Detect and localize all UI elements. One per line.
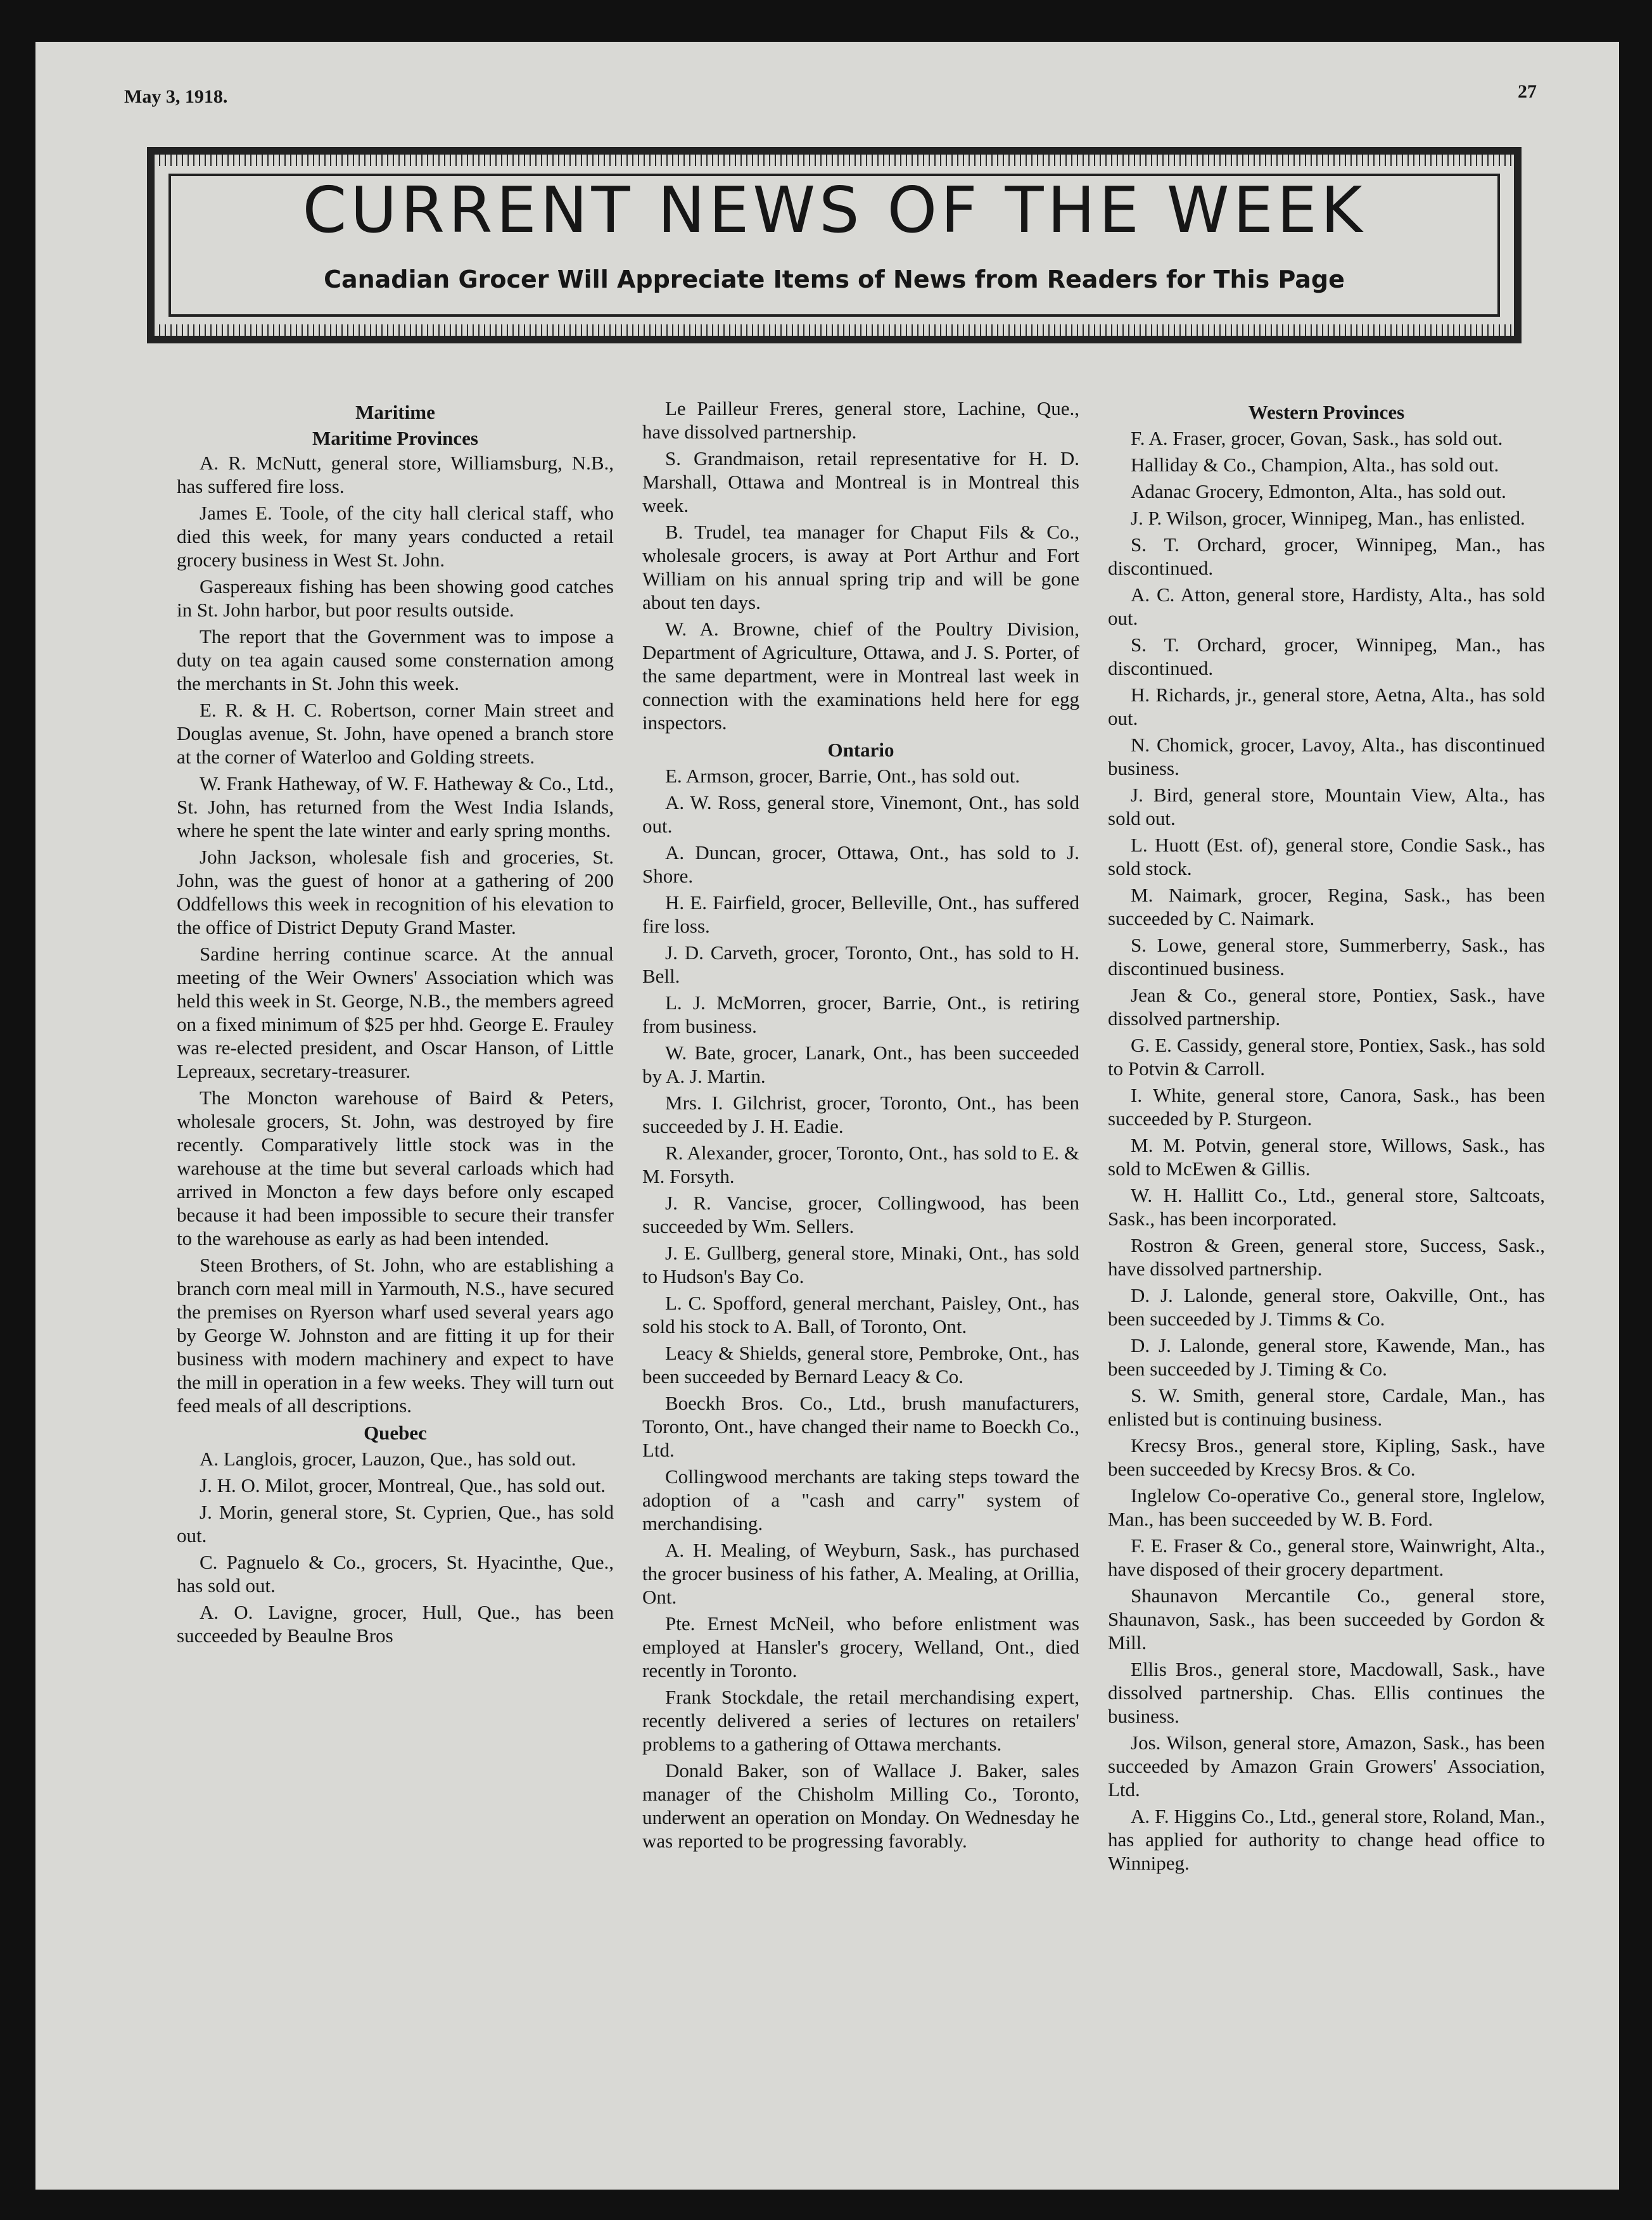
news-item: A. Duncan, grocer, Ottawa, Ont., has sold to J. Shore. — [642, 841, 1079, 887]
news-item: D. J. Lalonde, general store, Kawende, Man., has been succeeded by J. Timing & Co. — [1108, 1334, 1545, 1380]
news-item: J. E. Gullberg, general store, Minaki, Ont., has sold to Hudson's Bay Co. — [642, 1242, 1079, 1287]
news-item: John Jackson, wholesale fish and groceries, St. John, was the guest of honor at a gathering of 200 Oddfellows this week in recognition of his elevation to the office of District Deputy Grand Master. — [177, 846, 614, 938]
news-item: Leacy & Shields, general store, Pembroke, Ont., has been succeeded by Bernard Leacy & Co. — [642, 1342, 1079, 1388]
section-subheading: Maritime Provinces — [312, 427, 478, 449]
banner-subtitle: Canadian Grocer Will Appreciate Items of News from Readers for This Page — [324, 265, 1345, 293]
news-item: F. A. Fraser, grocer, Govan, Sask., has sold out. — [1131, 427, 1503, 449]
news-item: W. Bate, grocer, Lanark, Ont., has been succeeded by A. J. Martin. — [642, 1042, 1079, 1087]
news-item: A. F. Higgins Co., Ltd., general store, Roland, Man., has applied for authority to change head office to Winnipeg. — [1108, 1805, 1545, 1874]
news-item: Jean & Co., general store, Pontiex, Sask., have dissolved partnership. — [1108, 984, 1545, 1030]
news-item: A. O. Lavigne, grocer, Hull, Que., has been succeeded by Beaulne Bros — [177, 1601, 614, 1647]
news-item: Jos. Wilson, general store, Amazon, Sask., has been succeeded by Amazon Grain Growers' Association, Ltd. — [1108, 1732, 1545, 1801]
news-item: A. H. Mealing, of Weyburn, Sask., has purchased the grocer business of his father, A. Mealing, at Orillia, Ont. — [642, 1539, 1079, 1608]
news-item: L. J. McMorren, grocer, Barrie, Ont., is retiring from business. — [642, 992, 1079, 1037]
news-item: J. D. Carveth, grocer, Toronto, Ont., has sold to H. Bell. — [642, 941, 1079, 987]
news-item: H. Richards, jr., general store, Aetna, Alta., has sold out. — [1108, 684, 1545, 729]
banner-title: CURRENT NEWS OF THE WEEK — [302, 173, 1366, 247]
news-item: A. Langlois, grocer, Lauzon, Que., has sold out. — [200, 1448, 576, 1470]
news-item: S. Grandmaison, retail representative for H. D. Marshall, Ottawa and Montreal is in Montreal this week. — [642, 447, 1079, 516]
news-item: Sardine herring continue scarce. At the annual meeting of the Weir Owners' Association which was held this week in St. George, N.B., the members agreed on a fixed minimum of $25 per hhd. George E. Frauley was re-elected president, and Oscar Hanson, of Little Lepreaux, secretary-treasurer. — [177, 943, 614, 1082]
news-item: S. T. Orchard, grocer, Winnipeg, Man., has discontinued. — [1108, 634, 1545, 679]
news-item: I. White, general store, Canora, Sask., has been succeeded by P. Sturgeon. — [1108, 1084, 1545, 1130]
newspaper-page — [35, 42, 1619, 2190]
news-item: J. P. Wilson, grocer, Winnipeg, Man., has enlisted. — [1131, 507, 1525, 529]
news-item: S. T. Orchard, grocer, Winnipeg, Man., has discontinued. — [1108, 533, 1545, 579]
news-item: Steen Brothers, of St. John, who are establishing a branch corn meal mill in Yarmouth, N.S., have secured the premises on Ryerson wharf used several years ago by George W. Johnston and are fitting it up for their business with modern machinery and expect to have the mill in operation in a few weeks. They will turn out feed meals of all descriptions. — [177, 1254, 614, 1417]
news-item: Pte. Ernest McNeil, who before enlistment was employed at Hansler's grocery, Welland, Ont., died recently in Toronto. — [642, 1612, 1079, 1681]
news-item: W. H. Hallitt Co., Ltd., general store, Saltcoats, Sask., has been incorporated. — [1108, 1184, 1545, 1230]
news-item: D. J. Lalonde, general store, Oakville, Ont., has been succeeded by J. Timms & Co. — [1108, 1284, 1545, 1330]
issue-date: May 3, 1918. — [124, 86, 228, 107]
news-item: Frank Stockdale, the retail merchandising expert, recently delivered a series of lectures on retailers' problems to a gathering of Ottawa merchants. — [642, 1686, 1079, 1755]
news-item: S. W. Smith, general store, Cardale, Man., has enlisted but is continuing business. — [1108, 1384, 1545, 1430]
section-heading: Maritime — [355, 401, 435, 423]
section-heading: Ontario — [827, 739, 894, 761]
news-item: S. Lowe, general store, Summerberry, Sask., has discontinued business. — [1108, 934, 1545, 979]
news-item: Krecsy Bros., general store, Kipling, Sask., have been succeeded by Krecsy Bros. & Co. — [1108, 1434, 1545, 1480]
news-item: Inglelow Co-operative Co., general store, Inglelow, Man., has been succeeded by W. B. Ford. — [1108, 1484, 1545, 1530]
news-item: F. E. Fraser & Co., general store, Wainwright, Alta., have disposed of their grocery department. — [1108, 1534, 1545, 1580]
news-item: Rostron & Green, general store, Success, Sask., have dissolved partnership. — [1108, 1234, 1545, 1280]
news-item: Adanac Grocery, Edmonton, Alta., has sold out. — [1131, 480, 1506, 502]
news-item: A. W. Ross, general store, Vinemont, Ont., has sold out. — [642, 791, 1079, 837]
news-item: J. Bird, general store, Mountain View, Alta., has sold out. — [1108, 784, 1545, 829]
news-item: Halliday & Co., Champion, Alta., has sold out. — [1131, 454, 1499, 476]
news-item: E. R. & H. C. Robertson, corner Main street and Douglas avenue, St. John, have opened a branch store at the corner of Waterloo and Golding streets. — [177, 699, 614, 768]
news-item: Gaspereaux fishing has been showing good catches in St. John harbor, but poor results outside. — [177, 575, 614, 621]
news-item: E. Armson, grocer, Barrie, Ont., has sold out. — [665, 765, 1020, 787]
news-item: Mrs. I. Gilchrist, grocer, Toronto, Ont., has been succeeded by J. H. Eadie. — [642, 1092, 1079, 1137]
news-column-3 — [1108, 397, 1545, 1878]
news-item: C. Pagnuelo & Co., grocers, St. Hyacinthe, Que., has sold out. — [177, 1551, 614, 1597]
section-heading: Quebec — [364, 1422, 427, 1444]
page-number: 27 — [1518, 81, 1537, 102]
news-item: Donald Baker, son of Wallace J. Baker, sales manager of the Chisholm Milling Co., Toronto, underwent an operation on Monday. On Wednesday he was reported to be progressing favorably. — [642, 1759, 1079, 1852]
news-item: R. Alexander, grocer, Toronto, Ont., has sold to E. & M. Forsyth. — [642, 1142, 1079, 1187]
news-item: Boeckh Bros. Co., Ltd., brush manufacturers, Toronto, Ont., have changed their name to Boeckh Co., Ltd. — [642, 1392, 1079, 1461]
news-item: A. R. McNutt, general store, Williamsburg, N.B., has suffered fire loss. — [177, 452, 614, 497]
news-item: J. H. O. Milot, grocer, Montreal, Que., has sold out. — [200, 1474, 606, 1496]
news-item: L. C. Spofford, general merchant, Paisley, Ont., has sold his stock to A. Ball, of Toronto, Ont. — [642, 1292, 1079, 1337]
news-item: The report that the Government was to impose a duty on tea again caused some consternation among the merchants in St. John this week. — [177, 625, 614, 694]
news-item: W. A. Browne, chief of the Poultry Division, Department of Agriculture, Ottawa, and J. S. Porter, of the same department, were in Montreal last week in connection with the examinations held here for egg inspectors. — [642, 618, 1079, 734]
news-item: J. Morin, general store, St. Cyprien, Que., has sold out. — [177, 1501, 614, 1547]
news-item: M. M. Potvin, general store, Willows, Sask., has sold to McEwen & Gillis. — [1108, 1134, 1545, 1180]
news-item: G. E. Cassidy, general store, Pontiex, Sask., has sold to Potvin & Carroll. — [1108, 1034, 1545, 1080]
section-heading: Western Provinces — [1248, 401, 1405, 423]
news-column-2 — [642, 397, 1079, 1856]
news-item: Collingwood merchants are taking steps toward the adoption of a "cash and carry" system of merchandising. — [642, 1465, 1079, 1534]
news-item: Ellis Bros., general store, Macdowall, Sask., have dissolved partnership. Chas. Ellis continues the business. — [1108, 1658, 1545, 1727]
news-item: Le Pailleur Freres, general store, Lachine, Que., have dissolved partnership. — [642, 397, 1079, 443]
news-item: Shaunavon Mercantile Co., general store, Shaunavon, Sask., has been succeeded by Gordon & Mill. — [1108, 1585, 1545, 1654]
news-item: H. E. Fairfield, grocer, Belleville, Ont., has suffered fire loss. — [642, 891, 1079, 937]
news-item: M. Naimark, grocer, Regina, Sask., has been succeeded by C. Naimark. — [1108, 884, 1545, 929]
section-banner — [147, 147, 1522, 343]
news-item: James E. Toole, of the city hall clerical staff, who died this week, for many years conducted a retail grocery business in West St. John. — [177, 502, 614, 571]
news-item: J. R. Vancise, grocer, Collingwood, has been succeeded by Wm. Sellers. — [642, 1192, 1079, 1237]
news-item: W. Frank Hatheway, of W. F. Hatheway & Co., Ltd., St. John, has returned from the West India Islands, where he spent the late winter and early spring months. — [177, 772, 614, 841]
news-item: A. C. Atton, general store, Hardisty, Alta., has sold out. — [1108, 584, 1545, 629]
news-item: N. Chomick, grocer, Lavoy, Alta., has discontinued business. — [1108, 734, 1545, 779]
news-item: L. Huott (Est. of), general store, Condie Sask., has sold stock. — [1108, 834, 1545, 879]
news-item: B. Trudel, tea manager for Chaput Fils & Co., wholesale grocers, is away at Port Arthur and Fort William on his annual spring trip and will be gone about ten days. — [642, 521, 1079, 613]
news-item: The Moncton warehouse of Baird & Peters, wholesale grocers, St. John, was destroyed by fire recently. Comparatively little stock was in the warehouse at the time but several carloads which had arrived in Moncton a few days before only escaped because it had been impossible to secure their transfer to the warehouse as early as had been intended. — [177, 1087, 614, 1249]
news-column-1 — [177, 397, 614, 1650]
